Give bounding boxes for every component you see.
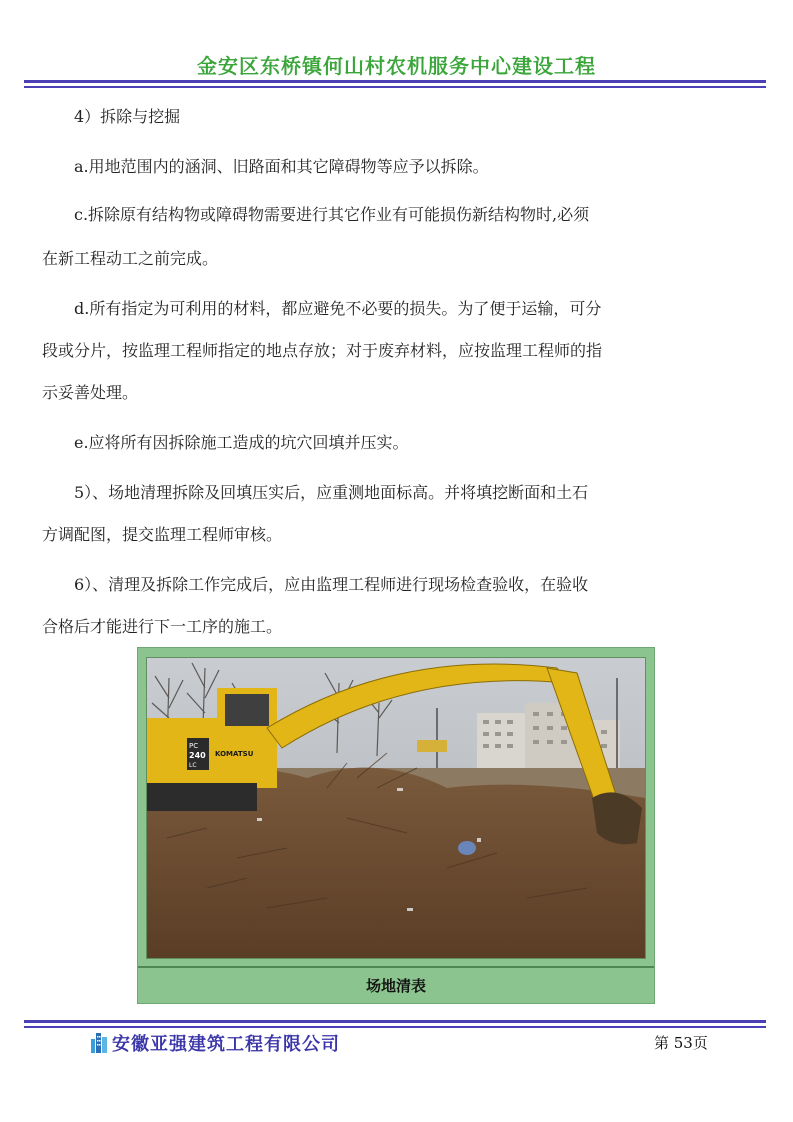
paragraph-5-cont — [42, 518, 690, 552]
footer-page-number: 第 53页 — [654, 1034, 708, 1052]
line: 在新工程动工之前完成。 — [42, 249, 219, 268]
paragraph-e — [74, 426, 722, 460]
line: 6）、清理及拆除工作完成后，应由监理工程师进行现场检查验收，在验收 — [74, 575, 589, 594]
debris-bag — [458, 841, 476, 855]
paragraph-5 — [74, 476, 722, 510]
building-logo-icon — [90, 1031, 108, 1053]
caption-divider — [138, 966, 654, 968]
line: d.所有指定为可利用的材料，都应避免不必要的损失。为了便于运输，可分 — [74, 299, 602, 318]
paragraph-d-cont2 — [42, 376, 690, 410]
model-line-3: LC — [189, 762, 197, 769]
footer-company-name: 安徽亚强建筑工程有限公司 — [112, 1034, 340, 1055]
line: a.用地范围内的涵洞、旧路面和其它障碍物等应予以拆除。 — [74, 157, 489, 176]
paragraph-c-cont — [42, 242, 690, 276]
site-clearing-photo — [146, 657, 646, 959]
paragraph-6-cont — [42, 610, 690, 644]
line: 示妥善处理。 — [42, 383, 139, 402]
paragraph-6 — [74, 568, 722, 602]
figure-frame — [137, 647, 655, 1004]
footer-rule-thick — [24, 1020, 766, 1023]
header-rule-thick — [24, 80, 766, 83]
line: c.拆除原有结构物或障碍物需要进行其它作业有可能损伤新结构物时,必须 — [74, 205, 590, 224]
document-header-title: 金安区东桥镇何山村农机服务中心建设工程 — [197, 54, 596, 78]
figure-caption: 场地清表 — [365, 977, 426, 995]
excavator-site-illustration — [147, 658, 645, 958]
line: e.应将所有因拆除施工造成的坑穴回填并压实。 — [74, 433, 409, 452]
paragraph-a — [74, 150, 722, 184]
paragraph-4-heading — [74, 100, 722, 134]
paragraph-c — [74, 198, 722, 232]
model-line-2: 240 — [189, 751, 206, 760]
line: 4）拆除与挖掘 — [74, 107, 181, 126]
line: 合格后才能进行下一工序的施工。 — [42, 617, 283, 636]
line: 方调配图，提交监理工程师审核。 — [42, 525, 283, 544]
footer-rule-thin — [24, 1026, 766, 1028]
line: 段或分片，按监理工程师指定的地点存放；对于废弃材料，应按监理工程师的指 — [42, 341, 603, 360]
line: 5）、场地清理拆除及回填压实后，应重测地面标高。并将填挖断面和土石 — [74, 483, 589, 502]
model-line-1: PC — [189, 742, 199, 750]
header-rule-thin — [24, 86, 766, 88]
brand-label: KOMATSU — [215, 750, 254, 758]
paragraph-d — [74, 292, 722, 326]
paragraph-d-cont1 — [42, 334, 690, 368]
